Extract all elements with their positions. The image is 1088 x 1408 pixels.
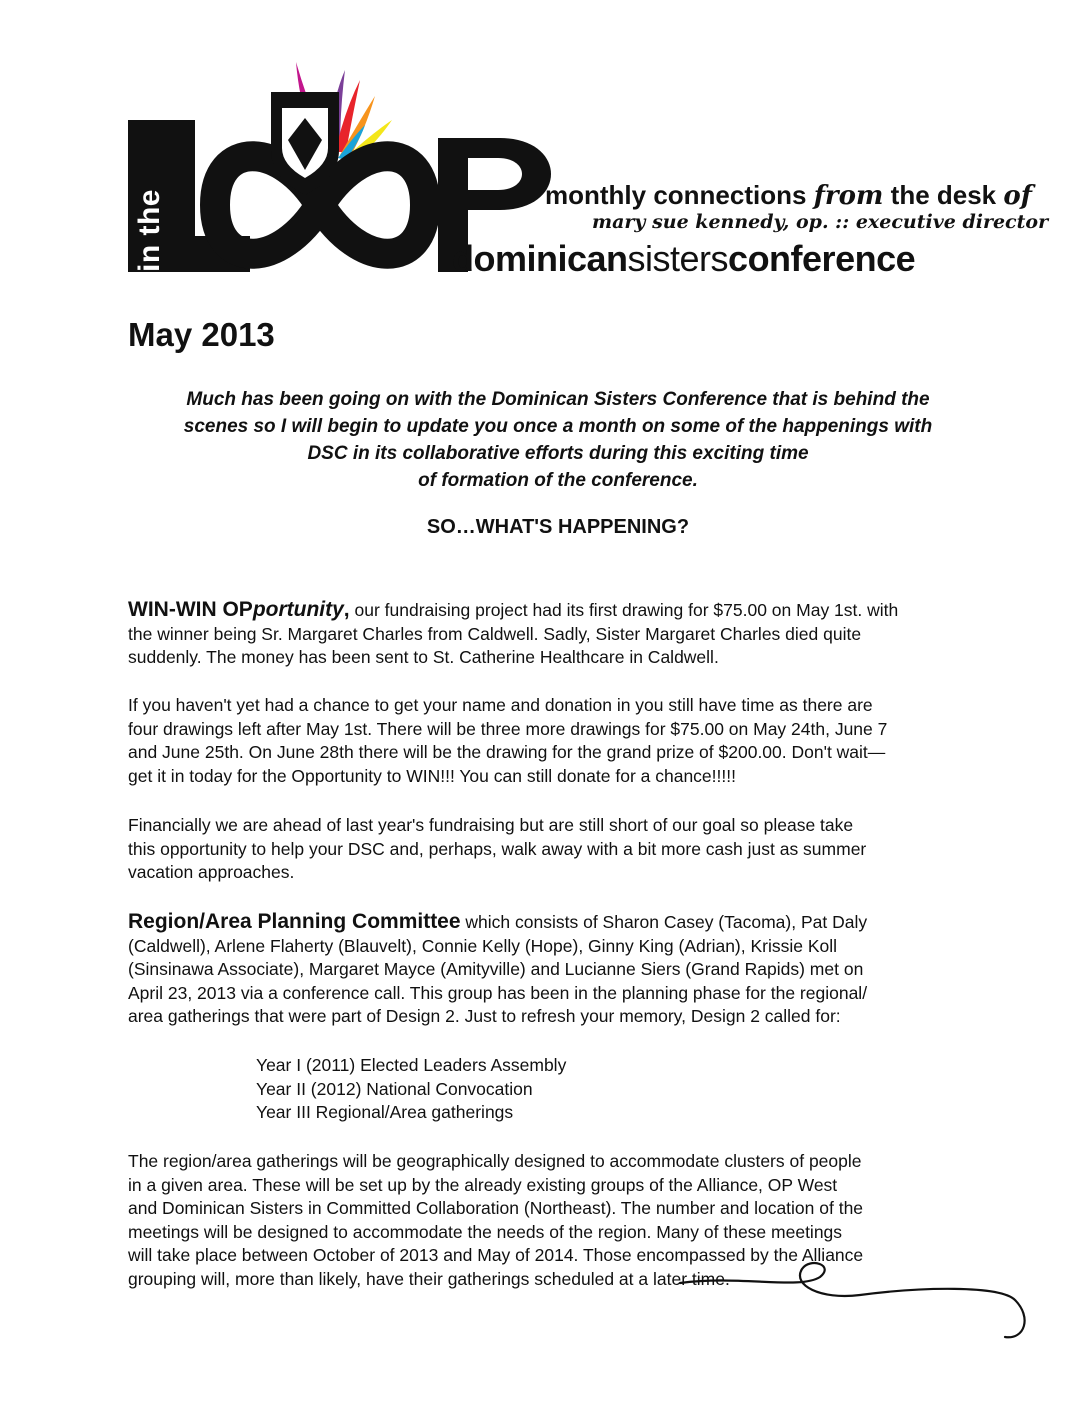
tagline-part: the desk: [883, 180, 1004, 210]
masthead-author: mary sue kennedy, op. :: executive director: [592, 211, 1049, 233]
paragraph-line: four drawings left after May 1st. There will be three more drawings for $75.00 on May 24th, June 7: [128, 718, 888, 739]
tagline-script: from: [813, 181, 884, 211]
design-item: Year II (2012) National Convocation: [256, 1078, 533, 1099]
paragraph-line: suddenly. The money has been sent to St. Catherine Healthcare in Caldwell.: [128, 647, 719, 667]
paragraph-line: will take place between October of 2013 and May of 2014. Those encompassed by the Alliance: [128, 1245, 864, 1265]
paragraph-line: in a given area. These will be set up by the already existing groups of the Alliance, OP West: [128, 1174, 838, 1195]
paragraph-line: meetings will be designed to accommodate the needs of the region. Many of these meetings: [128, 1221, 843, 1242]
design-list: [256, 1054, 566, 1125]
heading-part: portunity: [252, 598, 344, 621]
region-heading: Region/Area Planning Committee: [128, 910, 461, 933]
paragraph-line: (Caldwell), Arlene Flaherty (Blauvelt), Connie Kelly (Hope), Ginny King (Adrian), Krissie Koll: [128, 935, 838, 956]
design-item: Year III Regional/Area gatherings: [256, 1102, 514, 1122]
masthead-tagline: [545, 180, 1032, 211]
paragraph-line: area gatherings that were part of Design 2. Just to refresh your memory, Design 2 called for:: [128, 1006, 841, 1026]
paragraph-line: Financially we are ahead of last year's fundraising but are still short of our goal so please take: [128, 815, 854, 835]
section-question: SO…WHAT'S HAPPENING?: [426, 516, 690, 538]
intro-line: Much has been going on with the Dominican Sisters Conference that is behind the: [186, 389, 930, 410]
paragraph-line: and Dominican Sisters in Committed Collaboration (Northeast). The number and location of the: [128, 1198, 864, 1218]
masthead-org: [452, 238, 915, 280]
paragraph-line: the winner being Sr. Margaret Charles from Caldwell. Sadly, Sister Margaret Charles died quite: [128, 623, 862, 644]
paragraph-text: which consists of Sharon Casey (Tacoma), Pat Daly: [460, 912, 868, 932]
paragraph-line: April 23, 2013 via a conference call. This group has been in the planning phase for the regional/: [128, 982, 868, 1003]
org-part: sisters: [627, 238, 729, 279]
intro-line: DSC in its collaborative efforts during this exciting time: [307, 443, 809, 464]
org-part: dominican: [452, 238, 628, 279]
heading-part: WIN-WIN OP: [128, 598, 253, 621]
paragraph-line: and June 25th. On June 28th there will be the drawing for the grand prize of $200.00. Don't wait—: [128, 742, 886, 762]
tagline-script: of: [1003, 181, 1032, 211]
paragraph-line: (Sinsinawa Associate), Margaret Mayce (Amityville) and Lucianne Siers (Grand Rapids) met on: [128, 959, 864, 979]
paragraph-text: our fundraising project had its first drawing for $75.00 on May 1st. with: [349, 600, 899, 620]
intro-line: scenes so I will begin to update you once a month on some of the happenings with: [183, 416, 933, 437]
side-text: in the: [133, 189, 166, 272]
winwin-paragraph: [128, 598, 968, 670]
financial-paragraph: [128, 814, 968, 885]
heading-part: ,: [343, 598, 350, 621]
paragraph-line: this opportunity to help your DSC and, perhaps, walk away with a bit more cash just as summer: [128, 838, 867, 859]
intro: [128, 386, 988, 494]
intro-line: of formation of the conference.: [418, 470, 698, 491]
paragraph-line: The region/area gatherings will be geographically designed to accommodate clusters of people: [128, 1151, 862, 1171]
masthead: [0, 0, 1088, 300]
region-paragraph: [128, 910, 968, 1029]
paragraph-line: grouping will, more than likely, have their gatherings scheduled at a later time.: [128, 1268, 730, 1289]
design-item: Year I (2011) Elected Leaders Assembly: [256, 1055, 567, 1075]
paragraph-line: get it in today for the Opportunity to WIN!!! You can still donate for a chance!!!!!: [128, 765, 736, 786]
issue-date: May 2013: [128, 316, 275, 353]
winwin-heading: [128, 598, 350, 621]
paragraph-line: If you haven't yet had a chance to get your name and donation in you still have time as there are: [128, 695, 873, 715]
drawings-paragraph: [128, 694, 968, 788]
org-part: conference: [728, 238, 916, 279]
tagline-part: monthly connections: [545, 180, 814, 210]
paragraph-line: vacation approaches.: [128, 862, 295, 882]
page-turn-flourish-icon: [660, 1255, 1060, 1365]
